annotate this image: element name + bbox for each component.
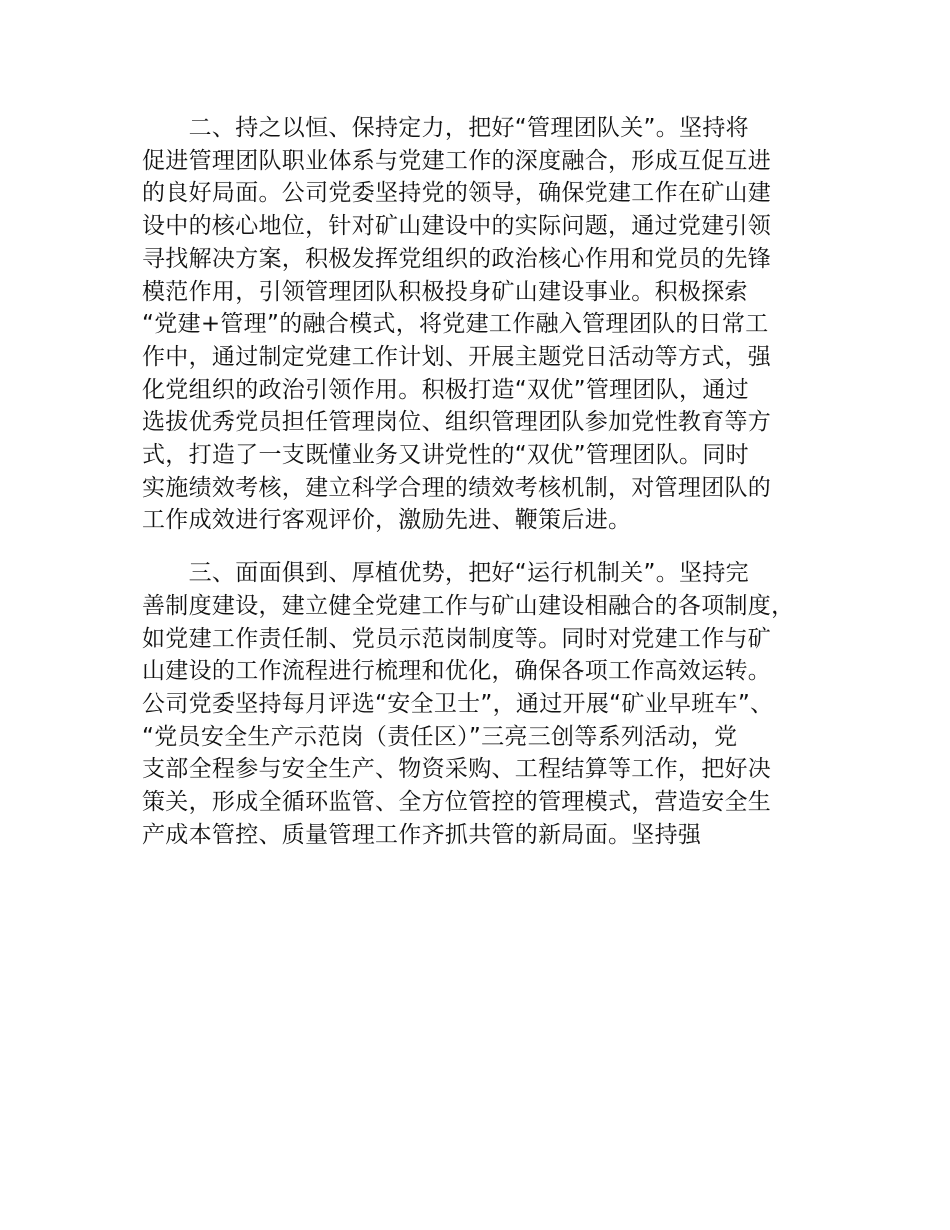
text-line: 产成本管控、质量管理工作齐抓共管的新局面。坚持强 [142,821,702,848]
text-line: 工作成效进行客观评价，激励先进、鞭策后进。 [142,507,632,534]
text-line: 山建设的工作流程进行梳理和优化，确保各项工作高效运转。 [142,658,772,685]
text-line: “党建+管理”的融合模式，将党建工作融入管理团队的日常工 [142,311,769,338]
text-line: 三、面面俱到、厚植优势，把好“运行机制关”。坚持完 [142,560,749,587]
text-line: 的良好局面。公司党委坚持党的领导，确保党建工作在矿山建 [142,180,772,207]
text-line: 促进管理团队职业体系与党建工作的深度融合，形成互促互进 [142,147,772,174]
text-line: 化党组织的政治引领作用。积极打造“双优”管理团队，通过 [142,376,749,403]
paragraph-operating-mechanism [142,557,842,851]
text-line: 如党建工作责任制、党员示范岗制度等。同时对党建工作与矿 [142,625,772,652]
text-line: 支部全程参与安全生产、物资采购、工程结算等工作，把好决 [142,756,772,783]
text-line: 选拔优秀党员担任管理岗位、组织管理团队参加党性教育等方 [142,409,772,436]
text-line: 寻找解决方案，积极发挥党组织的政治核心作用和党员的先锋 [142,245,772,272]
text-line: 设中的核心地位，针对矿山建设中的实际问题，通过党建引领 [142,213,772,240]
text-line: 实施绩效考核，建立科学合理的绩效考核机制，对管理团队的 [142,474,772,501]
body-text [142,112,842,851]
text-line: 策关，形成全循环监管、全方位管控的管理模式，营造安全生 [142,789,772,816]
text-line: 公司党委坚持每月评选“安全卫士”，通过开展“矿业早班车”、 [142,690,774,717]
paragraph-management-team [142,112,842,537]
text-line: 式，打造了一支既懂业务又讲党性的“双优”管理团队。同时 [142,442,749,469]
text-line: 善制度建设，建立健全党建工作与矿山建设相融合的各项制度， [142,592,795,619]
text-line: 作中，通过制定党建工作计划、开展主题党日活动等方式，强 [142,343,772,370]
paragraph-spacer [142,537,842,557]
text-line: 模范作用，引领管理团队积极投身矿山建设事业。积极探索 [142,278,748,305]
text-line: “党员安全生产示范岗（责任区）”三亮三创等系列活动，党 [142,723,738,750]
text-line: 二、持之以恒、保持定力，把好“管理团队关”。坚持将 [142,115,749,141]
